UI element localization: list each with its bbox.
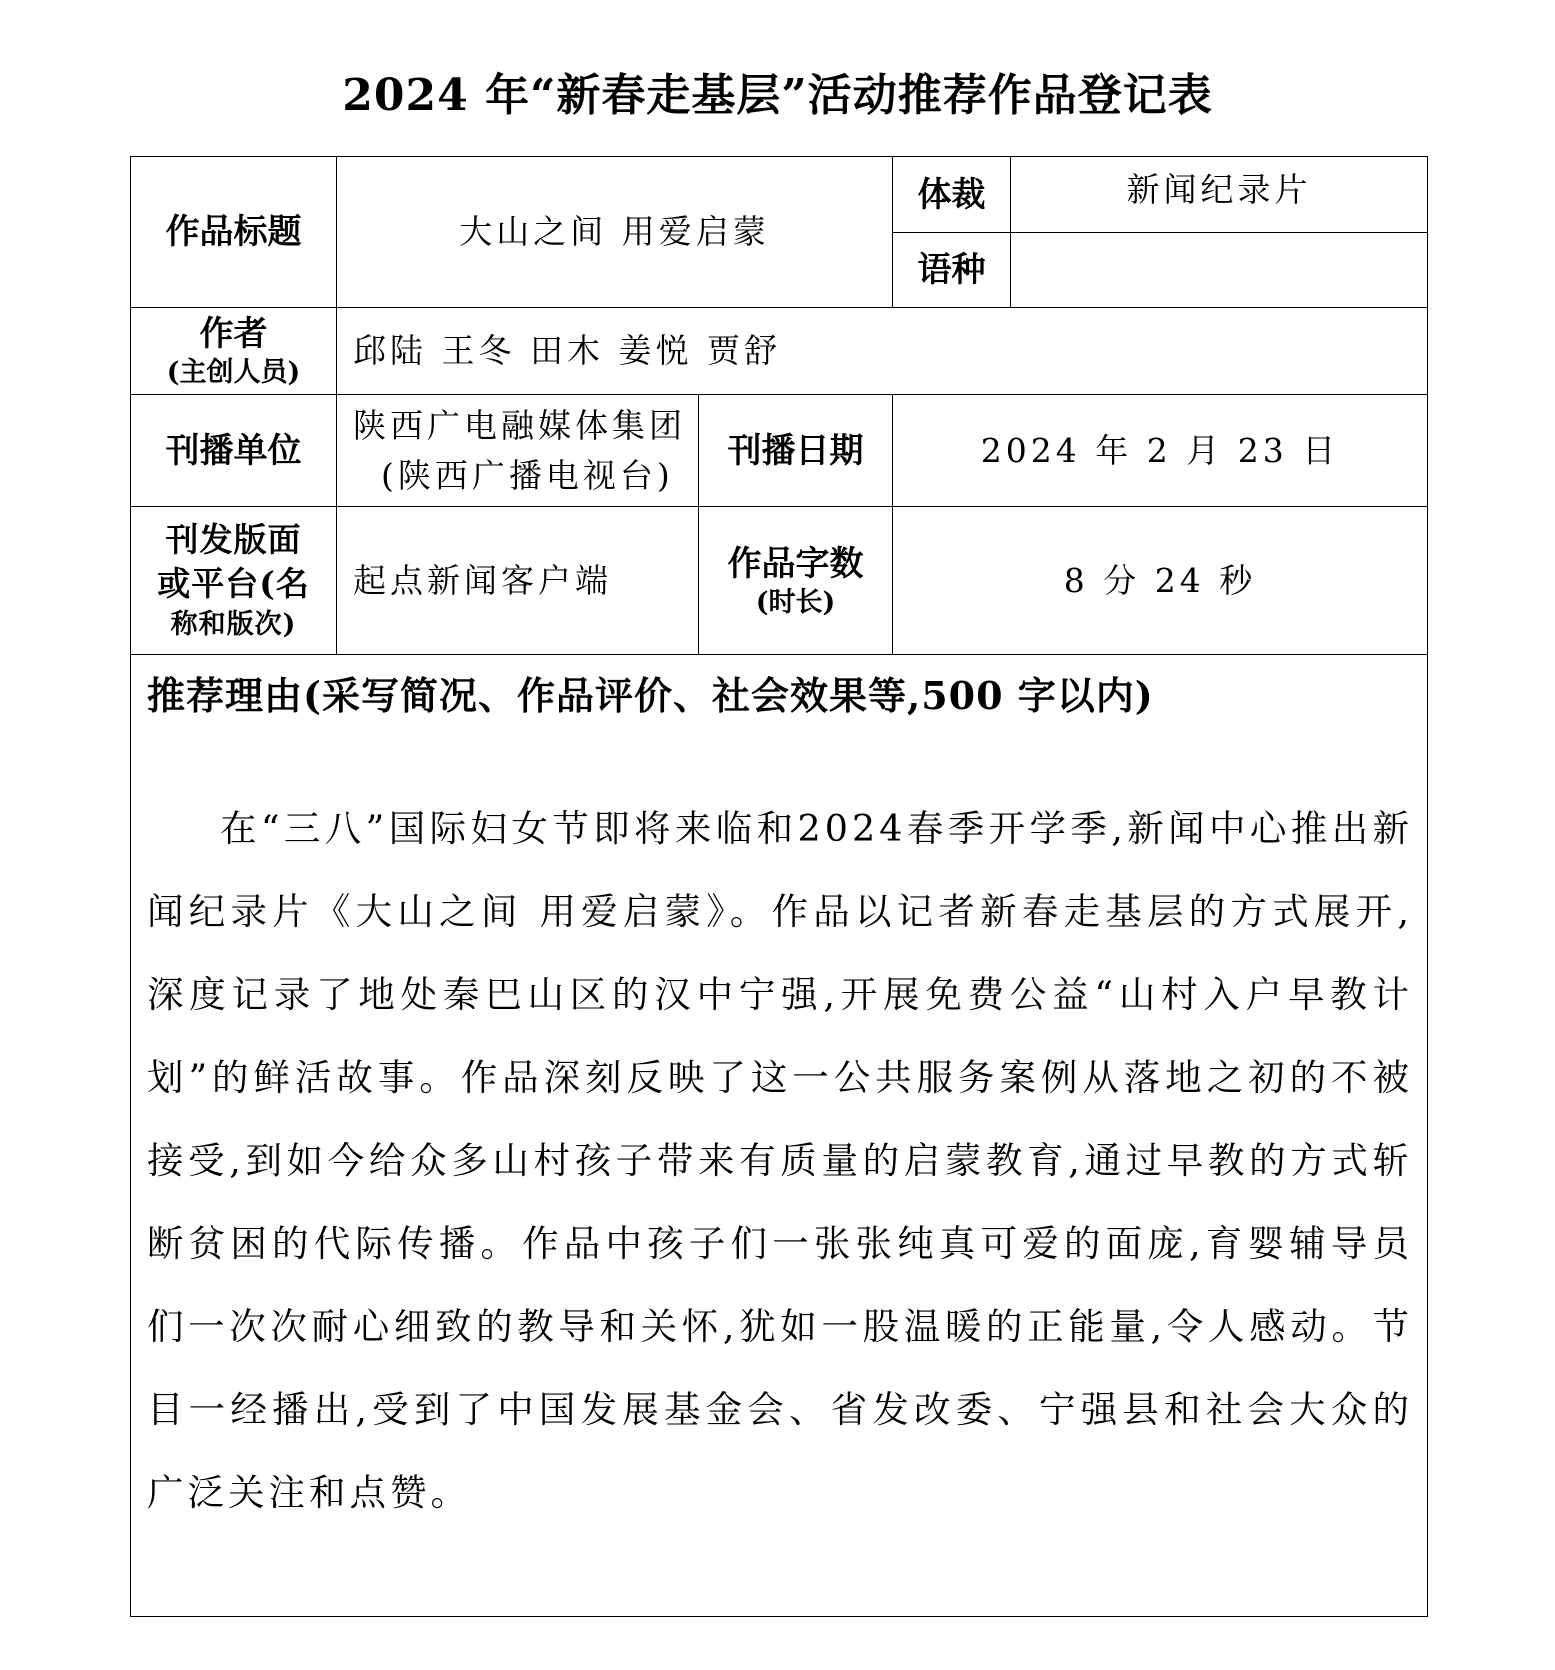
word-count-sublabel: (时长) (755, 586, 836, 618)
platform-label-line2: 或平台(名 (157, 563, 310, 603)
publisher-value-cell (337, 395, 699, 507)
word-count-label-cell (699, 507, 893, 655)
document-title: 2024 年“新春走基层”活动推荐作品登记表 (342, 70, 1213, 121)
reason-body: 在“三八”国际妇女节即将来临和2024春季开学季,新闻中心推出新闻纪录片《大山之间 用爱启蒙》。作品以记者新春走基层的方式展开,深度记录了地处秦巴山区的汉中宁强,开展免费公益“山村入户早教计划”的鲜活故事。作品深刻反映了这一公共服务案例从落地之初的不被接受,到如今给众多山村孩子带来有质量的启蒙教育,通过早教的方式斩断贫困的代际传播。作品中孩子们一张张纯真可爱的面庞,育婴辅导员们一次次耐心细致的教导和关怀,犹如一股温暖的正能量,令人感动。节目一经播出,受到了中国发展基金会、省发改委、宁强县和社会大众的广泛关注和点赞。 (147, 807, 1413, 1514)
word-count-value: 8 分 24 秒 (893, 507, 1428, 655)
author-value: 邱陆 王冬 田木 姜悦 贾舒 (337, 308, 1428, 395)
platform-label-line3: 称和版次) (170, 608, 297, 640)
author-label: 作者 (199, 314, 268, 354)
reason-heading: 推荐理由(采写简况、作品评价、社会效果等,500 字以内) (147, 673, 1154, 718)
publish-date-value: 2024 年 2 月 23 日 (893, 395, 1428, 507)
platform-label-cell (131, 507, 337, 655)
author-sublabel: (主创人员) (166, 357, 301, 388)
work-title-value: 大山之间 用爱启蒙 (337, 157, 893, 308)
language-value (1011, 233, 1428, 308)
author-label-cell (131, 308, 337, 395)
genre-label: 体裁 (893, 157, 1011, 233)
platform-value: 起点新闻客户端 (337, 507, 699, 655)
work-title-label: 作品标题 (131, 157, 337, 308)
registration-form-table (130, 156, 1428, 1617)
publisher-value-line2: (陕西广播电视台) (381, 455, 674, 495)
publisher-label: 刊播单位 (131, 395, 337, 507)
word-count-label: 作品字数 (727, 543, 864, 584)
platform-label-line1: 刊发版面 (165, 519, 302, 559)
reason-cell (131, 655, 1428, 1617)
language-label: 语种 (893, 233, 1011, 308)
form-row-author (131, 308, 1428, 395)
form-row-title-genre (131, 157, 1428, 233)
publish-date-label: 刊播日期 (699, 395, 893, 507)
form-row-platform-wordcount (131, 507, 1428, 655)
genre-value: 新闻纪录片 (1011, 157, 1428, 233)
form-row-reason (131, 655, 1428, 1617)
form-row-publisher-date (131, 395, 1428, 507)
publisher-value-line1: 陕西广电融媒体集团 (353, 405, 686, 445)
